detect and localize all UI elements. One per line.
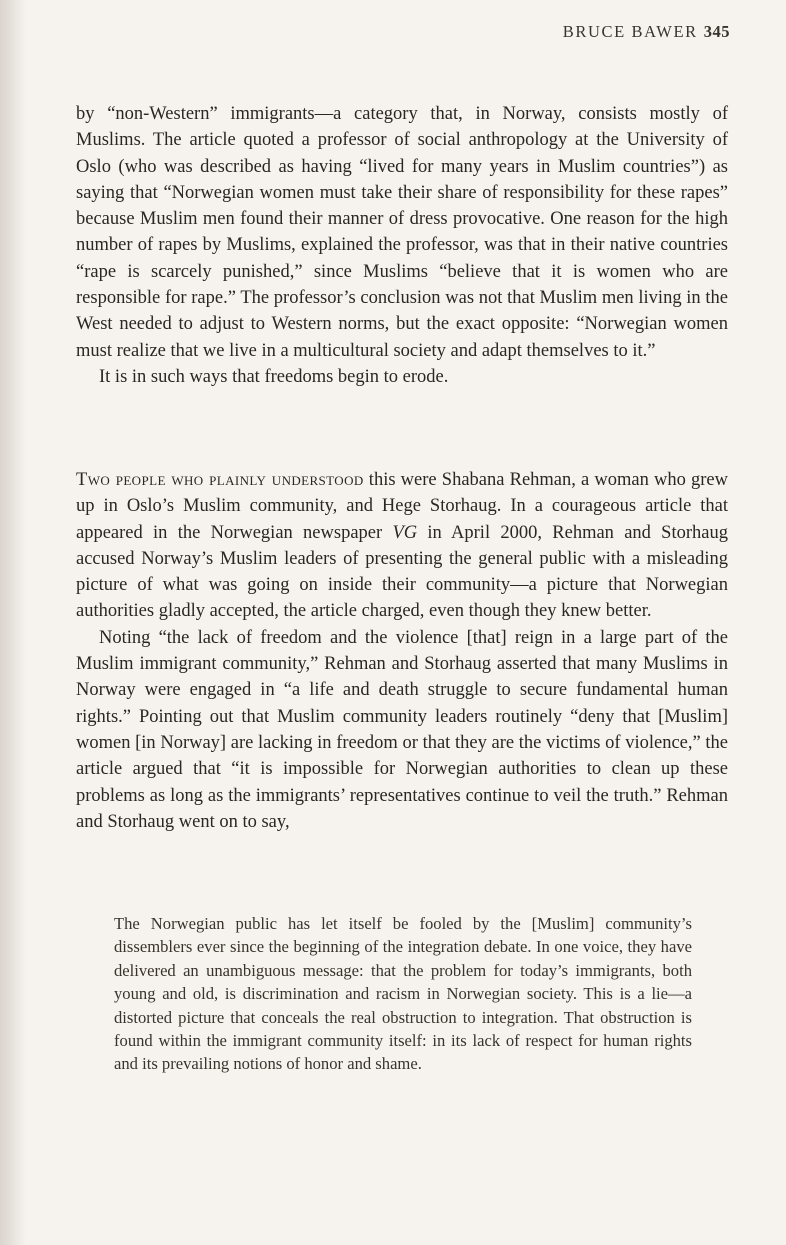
paragraph-1: by “non-Western” immigrants—a category that, in Norway, consists mostly of Muslims. The article quoted a professor of social anthropology at the University of Oslo (who was described as having “lived for many years in Muslim countries”) as saying that “Norwegian women must take their share of responsibility for these rapes” because Muslim men found their manner of dress provocative. One reason for the high number of rapes by Muslims, explained the professor, was that in their native countries “rape is scarcely punished,” since Muslims “believe that it is women who are responsible for rape.” The professor’s conclusion was not that Muslim men living in the West needed to adjust to Western norms, but the exact opposite: “Norwegian women must realize that we live in a multicultural society and adapt themselves to it.” <box>76 104 728 361</box>
page-number: 345 <box>703 22 730 41</box>
small-caps-lead-in: Two people who plainly understood <box>76 470 364 490</box>
block-quote <box>114 912 692 1076</box>
paragraph-3-text-b: in April 2000, Rehman and Storhaug accused Norway’s Muslim leaders of presenting the general public with a misleading picture of what was going on inside their community—a picture that Norwegian authorities gladly accepted, the article charged, even though they knew better. <box>76 522 728 622</box>
page-gutter-shadow <box>0 0 26 1245</box>
paragraph-3-text-a: this were Shabana Rehman, a woman who grew up in Oslo’s Muslim community, and Hege Storhaug. In a courageous article that appeared in the Norwegian newspaper <box>76 470 728 543</box>
paragraph-2: It is in such ways that freedoms begin to erode. <box>99 366 449 387</box>
author-name: BRUCE BAWER <box>562 22 698 41</box>
body-text-block-1 <box>76 101 728 390</box>
paragraph-4: Noting “the lack of freedom and the violence [that] reign in a large part of the Muslim immigrant community,” Rehman and Storhaug asserted that many Muslims in Norway were engaged in “a life and death struggle to secure fundamental human rights.” Pointing out that Muslim community leaders routinely “deny that [Muslim] women [in Norway] are lacking in freedom or that they are the victims of violence,” the article argued that “it is impossible for Norwegian authorities to clean up these problems as long as the immigrants’ representatives continue to veil the truth.” Rehman and Storhaug went on to say, <box>76 627 728 832</box>
paragraph-3 <box>76 467 728 625</box>
body-text-block-2 <box>76 467 728 835</box>
block-quote-text: The Norwegian public has let itself be fooled by the [Muslim] community’s dissemblers ever since the beginning of the integration debate. In one voice, they have delivered an unambiguous message: that the problem for today’s immigrants, both young and old, is discrimination and racism in Norwegian society. This is a lie—a distorted picture that conceals the real obstruction to integration. That obstruction is found within the immigrant community itself: in its lack of respect for human rights and its prevailing notions of honor and shame. <box>114 914 692 1074</box>
newspaper-title: VG <box>392 522 418 543</box>
running-head <box>563 22 730 42</box>
